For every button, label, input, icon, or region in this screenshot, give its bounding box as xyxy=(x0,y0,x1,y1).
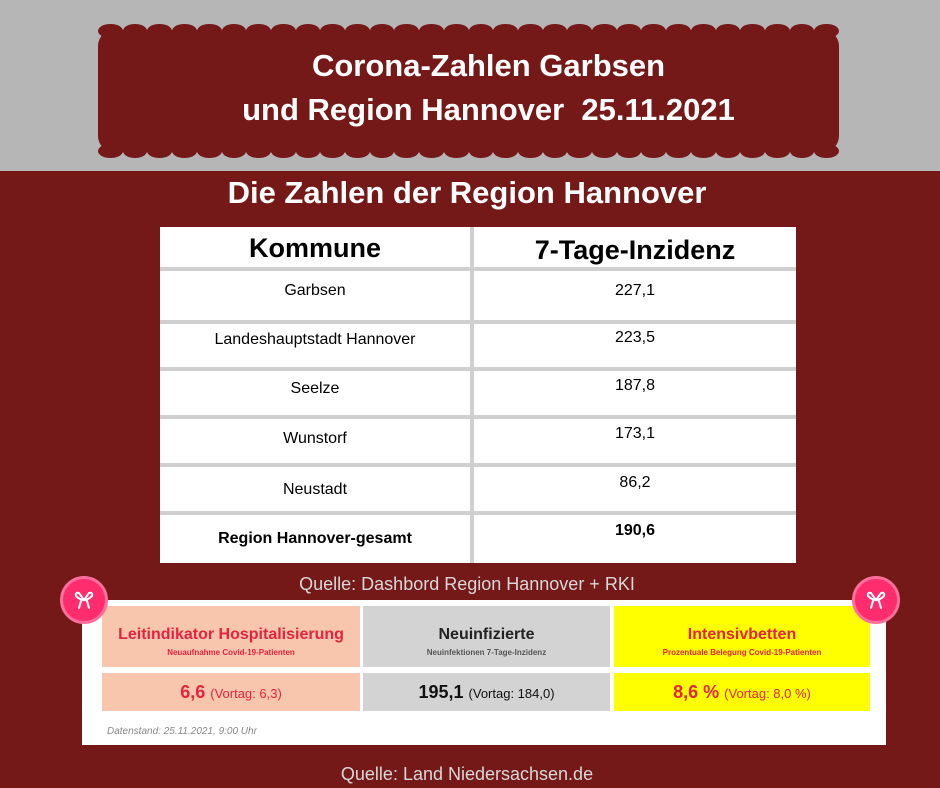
row-divider xyxy=(160,320,796,324)
hosp-value-box xyxy=(102,673,360,711)
icu-subtitle: Prozentuale Belegung Covid-19-Patienten xyxy=(662,648,822,657)
header-inzidenz: 7-Tage-Inzidenz xyxy=(534,235,736,265)
banner-title-line1: Corona-Zahlen Garbsen xyxy=(311,48,666,83)
hosp-value-line xyxy=(102,682,360,703)
neu-subtitle: Neuinfektionen 7-Tage-Inzidenz xyxy=(426,648,547,657)
hosp-prev: (Vortag: 6,3) xyxy=(210,686,282,701)
row-value-wunstorf: 173,1 xyxy=(614,425,656,442)
datenstand: Datenstand: 25.11.2021, 9:00 Uhr xyxy=(107,726,257,737)
icu-value-box xyxy=(614,673,870,711)
ribbon-badge-icon xyxy=(852,576,900,624)
row-value-hannover: 223,5 xyxy=(614,329,656,346)
row-divider xyxy=(160,511,796,515)
row-divider xyxy=(160,463,796,467)
row-name-garbsen: Garbsen xyxy=(284,282,346,299)
ribbon-badge-icon xyxy=(60,576,108,624)
niedersachsen-panel xyxy=(82,600,886,745)
row-value-region-total: 190,6 xyxy=(614,522,656,539)
row-value-garbsen: 227,1 xyxy=(614,282,656,299)
icu-value-line xyxy=(614,682,870,703)
row-divider xyxy=(160,415,796,419)
row-value-seelze: 187,8 xyxy=(614,377,656,394)
neu-header-box xyxy=(363,606,610,667)
row-name-neustadt: Neustadt xyxy=(282,481,348,498)
row-name-seelze: Seelze xyxy=(290,380,340,397)
row-value-neustadt: 86,2 xyxy=(619,474,651,491)
hosp-subtitle: Neuaufnahme Covid-19-Patienten xyxy=(167,648,295,657)
neu-value: 195,1 xyxy=(418,682,464,702)
source-region: Quelle: Dashbord Region Hannover + RKI xyxy=(299,574,635,594)
hosp-value: 6,6 xyxy=(180,682,206,702)
icu-value: 8,6 % xyxy=(673,682,720,702)
neu-value-line xyxy=(363,682,610,703)
section-subtitle: Die Zahlen der Region Hannover xyxy=(227,175,707,210)
banner-scallop-bottom xyxy=(98,144,839,158)
row-divider xyxy=(160,267,796,271)
header-kommune: Kommune xyxy=(248,233,381,263)
hosp-header-box xyxy=(102,606,360,667)
row-divider xyxy=(160,367,796,371)
row-name-region-total: Region Hannover-gesamt xyxy=(218,530,412,547)
icu-header-box xyxy=(614,606,870,667)
hosp-title: Leitindikator Hospitalisierung xyxy=(118,626,344,643)
row-name-wunstorf: Wunstorf xyxy=(283,430,347,447)
incidence-table xyxy=(160,227,796,563)
neu-value-box xyxy=(363,673,610,711)
neu-title: Neuinfizierte xyxy=(438,626,535,643)
icu-prev: (Vortag: 8,0 %) xyxy=(724,686,811,701)
source-niedersachsen: Quelle: Land Niedersachsen.de xyxy=(340,764,594,784)
banner-title xyxy=(98,44,879,132)
row-name-hannover: Landeshauptstadt Hannover xyxy=(214,331,416,348)
banner-title-line2: und Region Hannover 25.11.2021 xyxy=(242,92,735,127)
neu-prev: (Vortag: 184,0) xyxy=(468,686,555,701)
icu-title: Intensivbetten xyxy=(687,626,797,643)
